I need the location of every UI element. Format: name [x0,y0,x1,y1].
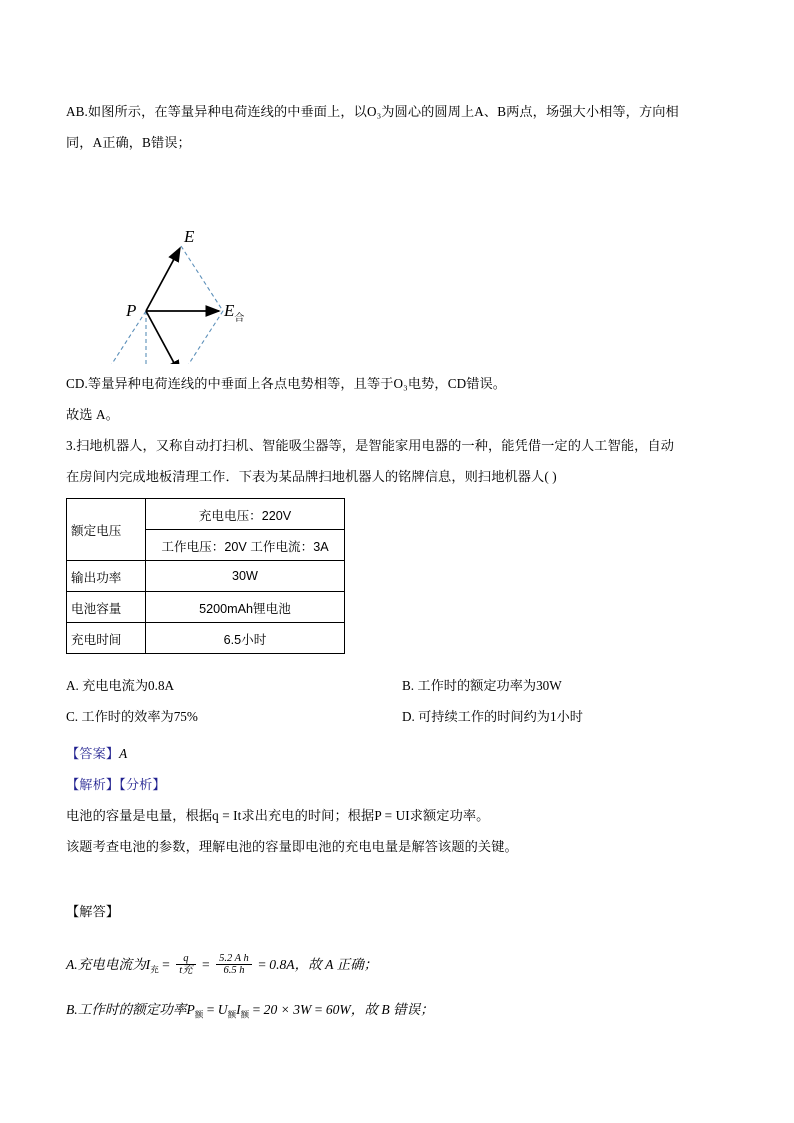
robot-spec-table [66,498,345,654]
solution-a-result: 0.8A [269,957,295,972]
solution-a-fraction-1 [176,953,195,978]
option-c[interactable]: C. 工作时的效率为75% [66,709,198,724]
solution-b-sym-p-sub: 额 [194,1009,204,1020]
table-row [67,561,345,592]
solution-a-sym-i: I [145,957,151,972]
solution-b-tail: ，故 B 错误； [350,1001,434,1017]
solution-b-sym-u: U [217,1001,228,1017]
solution-a-eq3: = [258,957,266,972]
solution-a-eq2: = [202,957,210,972]
explanation-block [66,769,730,800]
field-vectors [146,248,219,364]
dashed-construction-lines [88,246,223,364]
solution-b-prefix: B.工作时的额定功率 [66,1001,187,1017]
solution-a-frac2-numerator: 5.2 A h [219,952,249,964]
document-content [66,96,730,1034]
explanation-text [66,800,730,862]
option-row-cd [66,701,730,732]
table-row [67,623,345,654]
solution-a-frac1-denominator: t充 [176,964,195,977]
table-row [67,499,345,530]
spec-label-output-power: 输出功率 [67,561,146,592]
solution-a-sym-i-sub: 充 [150,964,159,975]
spec-label-battery-capacity: 电池容量 [67,592,146,623]
question-3-line-1: 3.扫地机器人，又称自动打扫机、智能吸尘器等，是智能家用电器的一种，能凭借一定的人工智能，自动 [66,438,675,453]
option-a[interactable]: A. 充电电流为0.8A [66,678,175,693]
solution-a-prefix: A.充电电流为 [66,957,146,972]
solution-marker: 【解答】 [66,904,120,919]
explanation-key-line: 该题考查电池的参数，理解电池的容量即电池的充电电量是解答该题的关键。 [66,839,518,854]
solution-marker-block [66,896,730,927]
solution-a-tail: ，故 A 正确； [294,957,378,972]
solution-b-eq3: = [314,1001,323,1017]
label-e-resultant: $E_合$ [224,301,245,324]
answer-block [66,738,730,769]
choose-answer-line: 故选 A。 [66,407,119,422]
label-e-top: E [184,227,195,246]
field-diagram-svg [66,164,366,364]
solution-b-expr: 20 × 3W [263,1001,312,1017]
vector-e-top [146,248,180,311]
explanation-formula-line: 电池的容量是电量，根据q = It求出充电的时间；根据P = UI求额定功率。 [66,808,490,823]
vector-e-bottom [146,311,180,364]
spec-value-working-voltage-current: 工作电压：20V 工作电流：3A [146,530,345,561]
question-3-line-2: 在房间内完成地板清理工作．下表为某品牌扫地机器人的铭牌信息，则扫地机器人( ) [66,469,557,484]
solution-item-a [66,945,730,990]
solution-b-eq2: = [252,1001,261,1017]
solution-a-frac1-numerator: q [183,952,189,964]
spec-label-charging-time: 充电时间 [67,623,146,654]
label-point-p: P [126,301,137,320]
paragraph-ab-analysis [66,96,730,158]
solution-item-b [66,990,730,1035]
cd-analysis-line: CD.等量异种电荷连线的中垂面上各点电势相等，且等于O₃电势，CD错误。 [66,376,507,391]
solution-b-sym-u-sub: 额 [227,1009,237,1020]
spec-value-charging-time: 6.5小时 [146,623,345,654]
answer-marker: 【答案】 [66,746,120,761]
paragraph-cd-analysis [66,368,730,430]
solution-a-fraction-2 [216,953,252,978]
spacer [66,927,730,945]
solution-a-frac2-denominator: 6.5 h [216,964,252,977]
solution-b-result: 60W [325,1001,351,1017]
table-row [67,592,345,623]
spec-value-charging-voltage: 充电电压：220V [146,499,345,530]
solution-b-sym-i: I [236,1001,241,1017]
spec-value-output-power: 30W [146,561,345,592]
solution-b-eq1: = [206,1001,215,1017]
spec-value-battery-capacity: 5200mAh锂电池 [146,592,345,623]
electric-field-vector-diagram [66,164,366,364]
option-d[interactable]: D. 可持续工作的时间约为1小时 [402,709,583,724]
solution-b-sym-i-sub: 额 [240,1009,250,1020]
answer-options [66,670,730,732]
answer-value: A [119,746,128,761]
explanation-marker: 【解析】【分析】 [66,777,166,792]
solution-b-sym-p: P [186,1001,195,1017]
spacer [66,862,730,896]
ab-analysis-line-2: 同，A正确，B错误； [66,135,191,150]
paragraph-question-3 [66,430,730,492]
option-row-ab [66,670,730,701]
solution-a-eq1: = [162,957,170,972]
spec-label-rated-voltage: 额定电压 [67,499,146,561]
option-b[interactable]: B. 工作时的额定功率为30W [402,678,562,693]
ab-analysis-line-1: AB.如图所示，在等量异种电荷连线的中垂面上，以O₃为圆心的圆周上A、B两点，场强大小相等，方向相 [66,104,679,119]
